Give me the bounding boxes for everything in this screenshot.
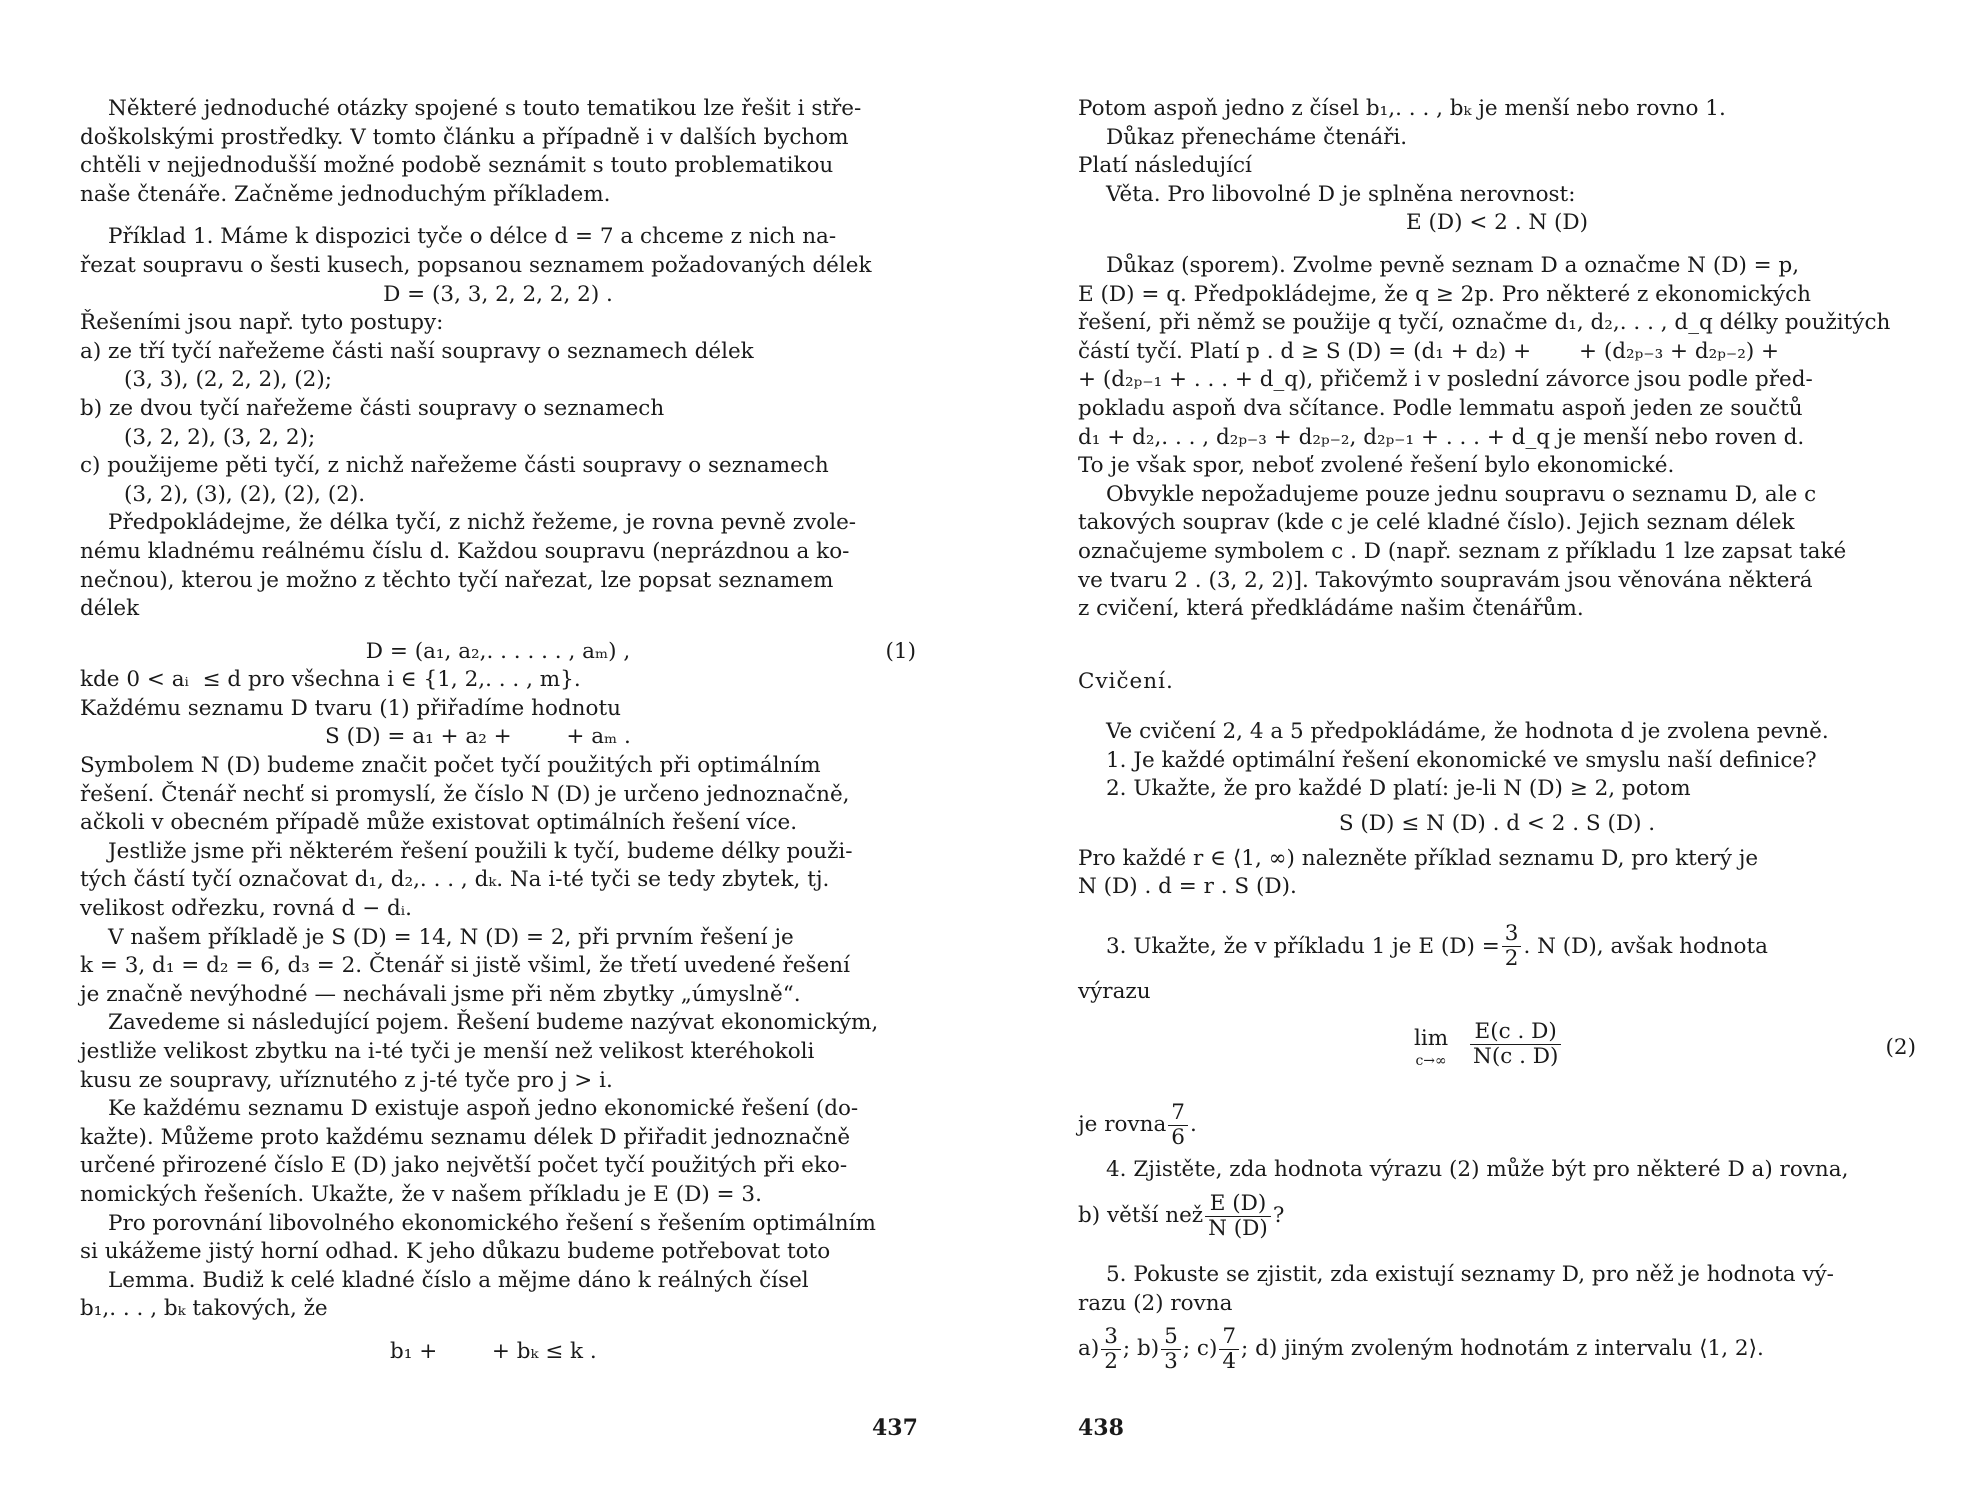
text-line: ; c) bbox=[1182, 1335, 1218, 1361]
text-line: kde 0 < aᵢ ≤ d pro všechna i ∈ {1, 2,. . . , m}. bbox=[80, 667, 581, 693]
text-line: z cvičení, která předkládáme našim čtenářům. bbox=[1078, 596, 1584, 622]
exercise-2: 2. Ukažte, že pro každé D platí: je-li N (D) ≥ 2, potom bbox=[1106, 776, 1691, 802]
fraction-denominator: N(c . D) bbox=[1473, 1044, 1559, 1070]
text-line: takových souprav (kde c je celé kladné číslo). Jejich seznam délek bbox=[1078, 510, 1795, 536]
text-line: Platí následující bbox=[1078, 153, 1252, 179]
list-item-detail: (3, 2), (3), (2), (2), (2). bbox=[124, 481, 366, 507]
text-line: Obvykle nepožadujeme pouze jednu soupravu o seznamu D, ale c bbox=[1106, 481, 1817, 507]
text-line-fractions bbox=[1078, 1318, 1916, 1380]
fraction-numerator: 3 bbox=[1101, 1325, 1121, 1350]
equation: E (D) < 2 . N (D) bbox=[1405, 210, 1589, 236]
fraction-denominator: N (D) bbox=[1208, 1215, 1268, 1241]
text-line: Ke každému seznamu D existuje aspoň jedno ekonomické řešení (do- bbox=[108, 1096, 859, 1122]
text-line: řešení, při němž se použije q tyčí, označme d₁, d₂,. . . , d_q délky použitých bbox=[1078, 310, 1891, 336]
text-line-fraction bbox=[1078, 1185, 1916, 1247]
text-line: Jestliže jsme při některém řešení použili k tyčí, budeme délky použi- bbox=[108, 838, 853, 864]
fraction bbox=[1205, 1192, 1271, 1241]
text-line: Některé jednoduché otázky spojené s touto tematikou lze řešit i stře- bbox=[108, 96, 862, 121]
fraction-numerator: 7 bbox=[1168, 1101, 1188, 1126]
fraction-denominator: 2 bbox=[1504, 946, 1519, 972]
text-line: b₁,. . . , bₖ takových, že bbox=[80, 1296, 328, 1322]
fraction-numerator: E(c . D) bbox=[1470, 1020, 1561, 1045]
text-line: nečnou), kterou je možno z těchto tyčí nařezat, lze popsat seznamem bbox=[80, 567, 834, 593]
text-line: Předpokládejme, že délka tyčí, z nichž řežeme, je rovna pevně zvole- bbox=[108, 510, 857, 536]
fraction-denominator: 3 bbox=[1164, 1348, 1178, 1374]
limit-operator bbox=[1414, 1028, 1448, 1072]
page-number: 437 bbox=[872, 1415, 918, 1441]
text-line: výrazu bbox=[1078, 978, 1151, 1004]
fraction-numerator: E (D) bbox=[1205, 1192, 1271, 1217]
text-line: ve tvaru 2 . (3, 2, 2)]. Takovýmto soupravám jsou věnována některá bbox=[1078, 567, 1813, 593]
limit-label: lim bbox=[1414, 1026, 1449, 1052]
text-line: razu (2) rovna bbox=[1078, 1290, 1233, 1316]
fraction-numerator: 5 bbox=[1161, 1325, 1181, 1350]
section-heading-exercises: Cvičení. bbox=[1078, 668, 1174, 694]
equation: S (D) = a₁ + a₂ + + aₘ . bbox=[325, 724, 631, 750]
right-page bbox=[1078, 95, 1916, 1380]
text-line: Symbolem N (D) budeme značit počet tyčí použitých při optimálním bbox=[80, 753, 821, 779]
text-line: N (D) . d = r . S (D). bbox=[1078, 874, 1297, 900]
fraction bbox=[1168, 1101, 1188, 1150]
text-line: a) bbox=[1078, 1335, 1100, 1361]
text-line: nému kladnému reálnému číslu d. Každou soupravu (neprázdnou a ko- bbox=[80, 538, 850, 564]
text-line: d₁ + d₂,. . . , d₂ₚ₋₃ + d₂ₚ₋₂, d₂ₚ₋₁ + . . . + d_q je menší nebo roven d. bbox=[1078, 424, 1805, 450]
left-page bbox=[80, 95, 916, 1367]
equation: b₁ + + bₖ ≤ k . bbox=[390, 1338, 597, 1364]
text-line: Pro každé r ∈ ⟨1, ∞) nalezněte příklad seznamu D, pro který je bbox=[1078, 845, 1759, 871]
exercise-5: 5. Pokuste se zjistit, zda existují seznamy D, pro něž je hodnota vý- bbox=[1106, 1262, 1834, 1288]
text-line: kažte). Můžeme proto každému seznamu délek D přiřadit jednoznačně bbox=[80, 1124, 851, 1150]
text-line: . bbox=[1189, 1112, 1197, 1138]
text-line: Ve cvičení 2, 4 a 5 předpokládáme, že hodnota d je zvolena pevně. bbox=[1106, 719, 1829, 745]
text-line: pokladu aspoň dva sčítance. Podle lemmatu aspoň jeden ze součtů bbox=[1078, 395, 1803, 421]
list-item: c) použijeme pěti tyčí, z nichž nařežeme části soupravy o seznamech bbox=[80, 453, 829, 479]
text-line: V našem příkladě je S (D) = 14, N (D) = 2, při prvním řešení je bbox=[108, 924, 794, 950]
text-line: E (D) = q. Předpokládejme, že q ≥ 2p. Pro některé z ekonomických bbox=[1078, 281, 1812, 307]
text-line: je značně nevýhodné — nechávali jsme při něm zbytky „úmyslně“. bbox=[80, 981, 801, 1007]
text-line: 3. Ukažte, že v příkladu 1 je E (D) = bbox=[1106, 933, 1500, 959]
proof-heading: Důkaz přenecháme čtenáři. bbox=[1106, 124, 1408, 150]
exercise-1: 1. Je každé optimální řešení ekonomické ve smyslu naší definice? bbox=[1106, 747, 1817, 773]
fraction-denominator: 2 bbox=[1104, 1348, 1118, 1374]
text-line: . N (D), avšak hodnota bbox=[1523, 933, 1768, 959]
text-line: řezat soupravu o šesti kusech, popsanou seznamem požadovaných délek bbox=[80, 252, 872, 278]
limit-equation-2 bbox=[1078, 1014, 1916, 1094]
text-line: je rovna bbox=[1078, 1112, 1167, 1138]
fraction bbox=[1502, 922, 1522, 971]
fraction-denominator: 4 bbox=[1222, 1348, 1237, 1374]
text-line: jestliže velikost zbytku na i-té tyči je menší než velikost kteréhokoli bbox=[80, 1039, 815, 1064]
equation-number: (1) bbox=[885, 638, 916, 664]
text-line: Potom aspoň jedno z čísel b₁,. . . , bₖ je menší nebo rovno 1. bbox=[1078, 96, 1726, 121]
text-line: ačkoli v obecném případě může existovat optimálních řešení více. bbox=[80, 810, 798, 836]
equation-1 bbox=[80, 638, 916, 667]
text-line: označujeme symbolem c . D (např. seznam z příkladu 1 lze zapsat také bbox=[1078, 538, 1847, 564]
text-line: Každému seznamu D tvaru (1) přiřadíme hodnotu bbox=[80, 695, 621, 721]
proof-heading: Důkaz (sporem). Zvolme pevně seznam D a označme N (D) = p, bbox=[1106, 252, 1800, 278]
fraction bbox=[1219, 1325, 1239, 1374]
text-line: ; d) jiným zvoleným hodnotám z intervalu ⟨1, 2⟩. bbox=[1241, 1335, 1764, 1361]
text-line: b) větší než bbox=[1078, 1202, 1204, 1228]
text-line: ? bbox=[1272, 1202, 1285, 1228]
fraction-denominator: 6 bbox=[1171, 1124, 1185, 1150]
example-heading: Příklad 1. Máme k dispozici tyče o délce d = 7 a chceme z nich na- bbox=[108, 224, 837, 250]
page-number: 438 bbox=[1078, 1415, 1124, 1441]
lemma-heading: Lemma. Budiž k celé kladné číslo a mějme dáno k reálných čísel bbox=[108, 1267, 809, 1293]
text-line: ; b) bbox=[1122, 1335, 1160, 1361]
exercise-3 bbox=[1078, 916, 1916, 978]
text-line: částí tyčí. Platí p . d ≥ S (D) = (d₁ + d₂) + + (d₂ₚ₋₃ + d₂ₚ₋₂) + bbox=[1078, 338, 1780, 364]
text-line: velikost odřezku, rovná d − dᵢ. bbox=[80, 896, 412, 922]
list-item-detail: (3, 3), (2, 2, 2), (2); bbox=[124, 367, 332, 393]
text-line: To je však spor, neboť zvolené řešení bylo ekonomické. bbox=[1078, 453, 1675, 479]
text-line: si ukážeme jistý horní odhad. K jeho důkazu budeme potřebovat toto bbox=[80, 1239, 831, 1265]
text-line: k = 3, d₁ = d₂ = 6, d₃ = 2. Čtenář si jistě všiml, že třetí uvedené řešení bbox=[80, 953, 851, 979]
text-line: kusu ze soupravy, uříznutého z j-té tyče pro j > i. bbox=[80, 1067, 613, 1093]
text-line: Řešeními jsou např. tyto postupy: bbox=[80, 310, 444, 336]
exercise-4: 4. Zjistěte, zda hodnota výrazu (2) může být pro některé D a) rovna, bbox=[1106, 1157, 1849, 1183]
text-line: naše čtenáře. Začněme jednoduchým příkladem. bbox=[80, 181, 611, 207]
limit-subscript: c→∞ bbox=[1415, 1053, 1447, 1070]
equation-number: (2) bbox=[1885, 1035, 1916, 1061]
list-item: b) ze dvou tyčí nařežeme části soupravy o seznamech bbox=[80, 395, 665, 421]
equation: S (D) ≤ N (D) . d < 2 . S (D) . bbox=[1338, 811, 1656, 837]
equation: D = (a₁, a₂,. . . . . . , aₘ) , bbox=[365, 638, 631, 664]
text-line: délek bbox=[80, 596, 140, 622]
fraction bbox=[1161, 1325, 1181, 1374]
text-line: řešení. Čtenář nechť si promyslí, že číslo N (D) je určeno jednoznačně, bbox=[80, 781, 850, 807]
fraction-numerator: 7 bbox=[1219, 1325, 1239, 1350]
equation: D = (3, 3, 2, 2, 2, 2) . bbox=[383, 281, 613, 307]
fraction-numerator: 3 bbox=[1502, 922, 1522, 947]
list-item: a) ze tří tyčí nařežeme části naší soupravy o seznamech délek bbox=[80, 338, 754, 364]
text-line: + (d₂ₚ₋₁ + . . . + d_q), přičemž i v poslední závorce jsou podle před- bbox=[1078, 367, 1813, 393]
fraction bbox=[1470, 1020, 1561, 1069]
fraction bbox=[1101, 1325, 1121, 1374]
text-line-fraction bbox=[1078, 1094, 1916, 1156]
list-item-detail: (3, 2, 2), (3, 2, 2); bbox=[124, 424, 316, 450]
text-line: doškolskými prostředky. V tomto článku a případně i v dalších bychom bbox=[80, 124, 849, 150]
text-line: Pro porovnání libovolného ekonomického řešení s řešením optimálním bbox=[108, 1210, 876, 1236]
text-line: Zavedeme si následující pojem. Řešení budeme nazývat ekonomickým, bbox=[108, 1010, 879, 1036]
text-line: určené přirozené číslo E (D) jako největší počet tyčí použitých při eko- bbox=[80, 1153, 848, 1179]
theorem-heading: Věta. Pro libovolné D je splněna nerovnost: bbox=[1106, 181, 1576, 207]
text-line: nomických řešeních. Ukažte, že v našem příkladu je E (D) = 3. bbox=[80, 1181, 762, 1207]
text-line: tých částí tyčí označovat d₁, d₂,. . . , dₖ. Na i-té tyči se tedy zbytek, tj. bbox=[80, 867, 830, 893]
text-line: chtěli v nejjednodušší možné podobě seznámit s touto problematikou bbox=[80, 153, 834, 179]
